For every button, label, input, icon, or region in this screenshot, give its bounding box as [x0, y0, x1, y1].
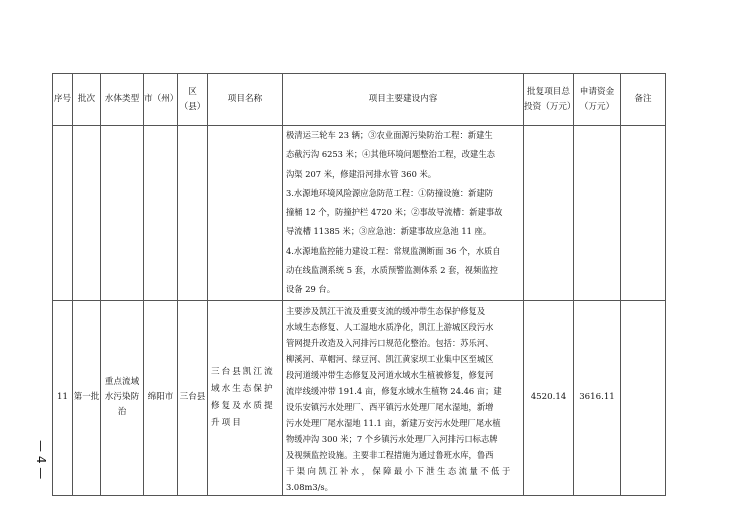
- cell-remark: [621, 126, 666, 301]
- content-line: 水域生态修复、人工湿地水质净化，凯江上游城区段污水: [286, 321, 494, 332]
- content-line: 主要涉及凯江干流及重要支流的缓冲带生态保护修复及: [286, 305, 486, 316]
- header-no: 序号: [53, 74, 73, 126]
- cell-name: [208, 126, 283, 301]
- content-line: 及视频监控设施。主要非工程措施为通过鲁班水库，鲁西: [286, 449, 494, 460]
- header-county: 区（县）: [178, 74, 208, 126]
- header-city: 市（州）: [144, 74, 178, 126]
- header-funds: 申请资金（万元）: [574, 74, 621, 126]
- content-line: 动在线监测系统 5 套，水质预警监测体系 2 套，视频监控: [286, 265, 498, 276]
- content-line: 物缓冲沟 300 米；7 个乡镇污水处理厂入河排污口标志牌: [286, 433, 498, 444]
- cell-water-type: 重点流域水污染防治: [101, 300, 144, 495]
- cell-batch: [73, 126, 101, 301]
- cell-name: 三台县凯江流域水生态保护修复及水质提升项目: [208, 300, 283, 495]
- cell-batch: 第一批: [73, 300, 101, 495]
- content-line: 柳溪河、草帽河、绿豆河、凯江黄家坝工业集中区至城区: [286, 353, 494, 364]
- content-line: 管网提升改造及入河排污口规范化整治。包括：苏乐河、: [286, 337, 494, 348]
- content-line: 态截污沟 6253 米；④其他环境问题整治工程，改建生态: [286, 149, 495, 160]
- header-invest: 批复项目总投资（万元）: [524, 74, 574, 126]
- cell-content: [283, 300, 524, 495]
- content-line: 流岸线缓冲带 191.4 亩，修复水域水生植物 24.46 亩；建: [286, 385, 502, 396]
- cell-remark: [621, 300, 666, 495]
- header-remark: 备注: [621, 74, 666, 126]
- cell-content: [283, 126, 524, 301]
- content-line: 极清运三轮车 23 辆；③农业面源污染防治工程：新建生: [286, 130, 493, 140]
- cell-invest: [524, 126, 574, 301]
- cell-water-type: [101, 126, 144, 301]
- content-line: 干渠向凯江补水，保障最小下泄生态流量不低于: [286, 465, 513, 476]
- content-line: 设乐安镇污水处理厂、西平镇污水处理厂尾水湿地，新增: [286, 401, 494, 412]
- header-batch: 批次: [73, 74, 101, 126]
- page-number: — 4 —: [34, 440, 48, 480]
- content-line: 设备 29 台。: [286, 284, 336, 295]
- content-line: 3.08m3/s。: [286, 481, 333, 492]
- table-row: [53, 300, 666, 495]
- content-line: 导流槽 11385 米；③应急池：新建事故应急池 11 座。: [286, 226, 492, 237]
- cell-no: 11: [53, 300, 73, 495]
- content-line: 撞桶 12 个，防撞护栏 4720 米；②事故导流槽：新建事故: [286, 207, 503, 218]
- table-row: [53, 126, 666, 301]
- cell-county: [178, 126, 208, 301]
- content-line: 段河道缓冲带生态修复及河道水域水生植被修复，修复河: [286, 369, 494, 380]
- content-line: 3.水源地环境风险源应急防范工程：①防撞设施：新建防: [286, 187, 494, 198]
- header-row: [53, 74, 666, 126]
- content-line: 4.水源地监控能力建设工程：常规监测断面 36 个，水质自: [286, 245, 501, 256]
- header-water-type: 水体类型: [101, 74, 144, 126]
- cell-funds: 3616.11: [574, 300, 621, 495]
- cell-no: [53, 126, 73, 301]
- header-content: 项目主要建设内容: [283, 74, 524, 126]
- project-table: [52, 73, 666, 496]
- cell-funds: [574, 126, 621, 301]
- content-line: 沟渠 207 米，修建沿河排水管 360 米。: [286, 168, 437, 179]
- cell-invest: 4520.14: [524, 300, 574, 495]
- header-name: 项目名称: [208, 74, 283, 126]
- cell-city: [144, 126, 178, 301]
- content-line: 污水处理厂尾水湿地 11.1 亩，新建万安污水处理厂尾水植: [286, 417, 501, 428]
- cell-county: 三台县: [178, 300, 208, 495]
- cell-city: 绵阳市: [144, 300, 178, 495]
